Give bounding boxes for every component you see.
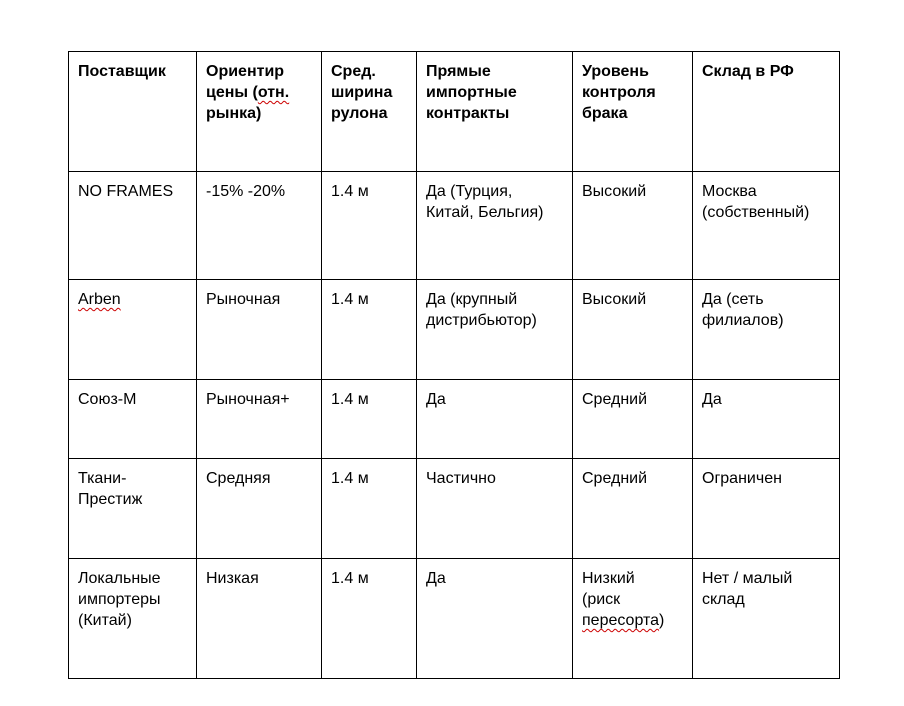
cell-supplier-text: Ткани- Престиж (78, 470, 143, 508)
cell-direct-import: Да (Турция, Китай, Бельгия) (417, 172, 573, 280)
supplier-comparison-table (68, 51, 840, 679)
header-supplier: Поставщик (69, 52, 197, 172)
cell-direct-import: Частично (417, 459, 573, 559)
table-row (69, 459, 840, 559)
header-direct-import: Прямые импортные контракты (417, 52, 573, 172)
header-price-reference (197, 52, 322, 172)
cell-warehouse: Да (сеть филиалов) (693, 280, 840, 380)
cell-direct-import: Да (417, 380, 573, 459)
cell-defect-control: Высокий (573, 172, 693, 280)
cell-defect-control: Высокий (573, 280, 693, 380)
cell-defect-control-text: Низкий (риск пересорта) (582, 570, 665, 629)
table-row (69, 559, 840, 679)
table-row (69, 172, 840, 280)
cell-direct-import: Да (417, 559, 573, 679)
cell-warehouse: Москва (собственный) (693, 172, 840, 280)
header-warehouse: Склад в РФ (693, 52, 840, 172)
cell-supplier (69, 459, 197, 559)
cell-supplier: Союз-М (69, 380, 197, 459)
cell-defect-control-misgrading: пересорта (582, 612, 660, 629)
cell-price: Рыночная+ (197, 380, 322, 459)
cell-price: -15% -20% (197, 172, 322, 280)
cell-warehouse: Да (693, 380, 840, 459)
table-header-row (69, 52, 840, 172)
cell-price: Средняя (197, 459, 322, 559)
cell-price: Рыночная (197, 280, 322, 380)
header-price-reference-text: Ориентир цены (отн. рынка) (206, 63, 290, 122)
cell-direct-import: Да (крупный дистрибьютор) (417, 280, 573, 380)
table-row (69, 380, 840, 459)
cell-roll-width: 1.4 м (322, 459, 417, 559)
cell-defect-control (573, 559, 693, 679)
cell-roll-width: 1.4 м (322, 559, 417, 679)
cell-warehouse: Ограничен (693, 459, 840, 559)
cell-supplier: Локальные импортеры (Китай) (69, 559, 197, 679)
cell-defect-control: Средний (573, 380, 693, 459)
header-roll-width: Сред. ширина рулона (322, 52, 417, 172)
header-defect-control: Уровень контроля брака (573, 52, 693, 172)
cell-price: Низкая (197, 559, 322, 679)
cell-warehouse: Нет / малый склад (693, 559, 840, 679)
header-price-otn: отн. (257, 84, 290, 101)
table-row (69, 280, 840, 380)
cell-supplier: Arben (69, 280, 197, 380)
cell-supplier: NO FRAMES (69, 172, 197, 280)
cell-roll-width: 1.4 м (322, 380, 417, 459)
cell-roll-width: 1.4 м (322, 172, 417, 280)
cell-defect-control: Средний (573, 459, 693, 559)
cell-roll-width: 1.4 м (322, 280, 417, 380)
